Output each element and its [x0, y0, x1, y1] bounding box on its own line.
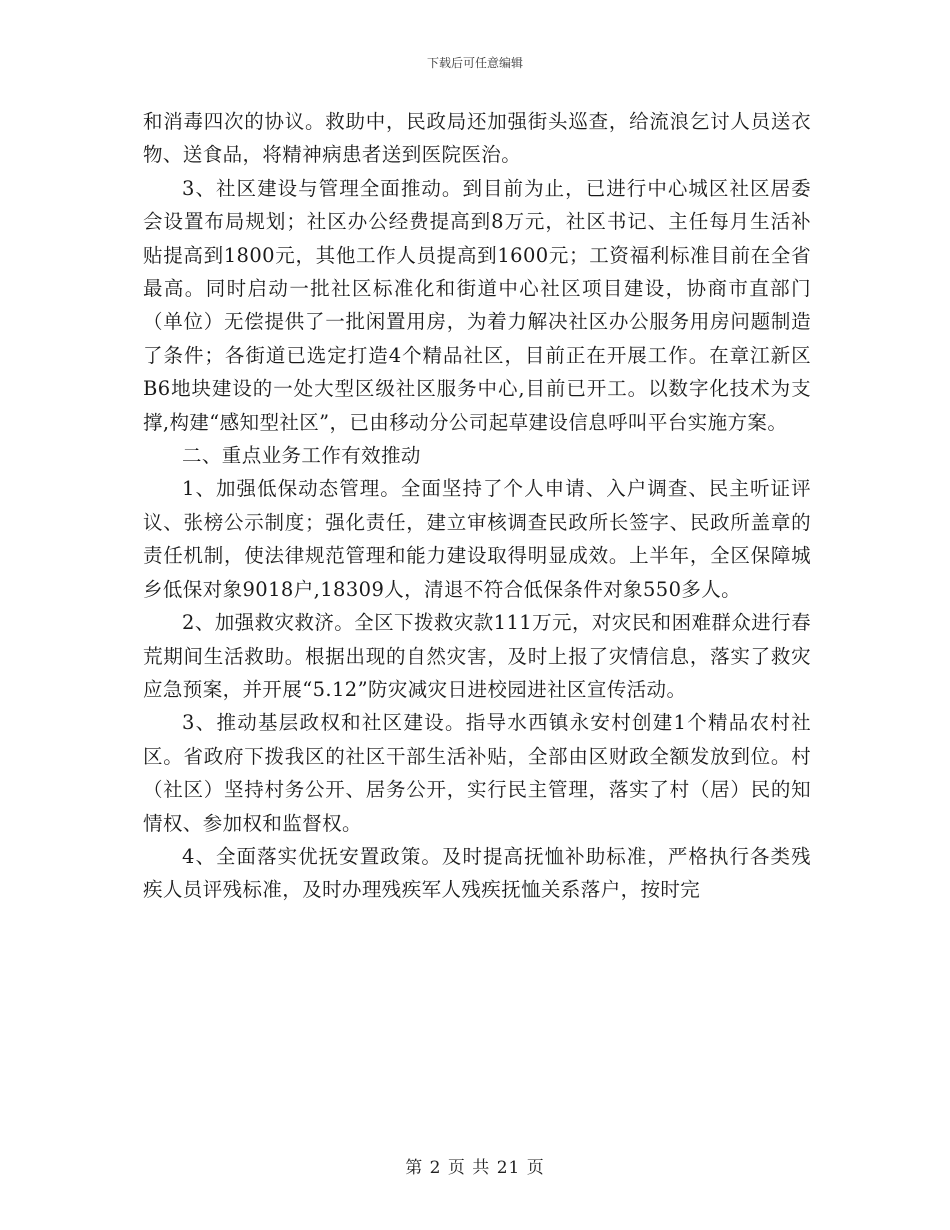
- section-heading: 二、重点业务工作有效推动: [182, 444, 421, 468]
- paragraph-2: 3、社区建设与管理全面推动。到目前为止，已进行中心城区社区居委会设置布局规划；社区办公经费提高到8万元，社区书记、主任每月生活补贴提高到1800元，其他工作人员提高到1600元；工资福利标准目前在全省最高。同时启动一批社区标准化和街道中心社区项目建设，协商市直部门（单位）无偿提供了一批闲置用房，为着力解决社区办公服务用房问题制造了条件；各街道已选定打造4个精品社区，目前正在开展工作。在章江新区B6地块建设的一处大型区级社区服务中心,目前已开工。以数字化技术为支撑,构建“感知型社区”，已由移动分公司起草建设信息呼叫平台实施方案。: [143, 176, 811, 434]
- paragraph-3: 1、加强低保动态管理。全面坚持了个人申请、入户调查、民主听证评议、张榜公示制度；强化责任，建立审核调查民政所长签字、民政所盖章的责任机制，使法律规范管理和能力建设取得明显成效。上半年，全区保障城乡低保对象9018户,18309人，清退不符合低保条件对象550多人。: [143, 477, 811, 601]
- document-body: [143, 105, 811, 907]
- paragraph-6: 4、全面落实优抚安置政策。及时提高抚恤补助标准，严格执行各类残疾人员评残标准，及时办理残疾军人残疾抚恤关系落户，按时完: [143, 844, 811, 902]
- header-note: 下载后可任意编辑: [426, 56, 523, 70]
- paragraph-1: 和消毒四次的协议。救助中，民政局还加强街头巡查，给流浪乞讨人员送衣物、送食品，将精神病患者送到医院医治。: [143, 110, 811, 167]
- paragraph-4: 2、加强救灾救济。全区下拨救灾款111万元，对灾民和困难群众进行春荒期间生活救助。根据出现的自然灾害，及时上报了灾情信息，落实了救灾应急预案，并开展“5.12”防灾减灾日进校园进社区宣传活动。: [143, 611, 811, 701]
- paragraph-5: 3、推动基层政权和社区建设。指导水西镇永安村创建1个精品农村社区。省政府下拨我区的社区干部生活补贴，全部由区财政全额发放到位。村（社区）坚持村务公开、居务公开，实行民主管理，落实了村（居）民的知情权、参加权和监督权。: [143, 711, 811, 835]
- page-number: 第 2 页 共 21 页: [405, 1158, 545, 1178]
